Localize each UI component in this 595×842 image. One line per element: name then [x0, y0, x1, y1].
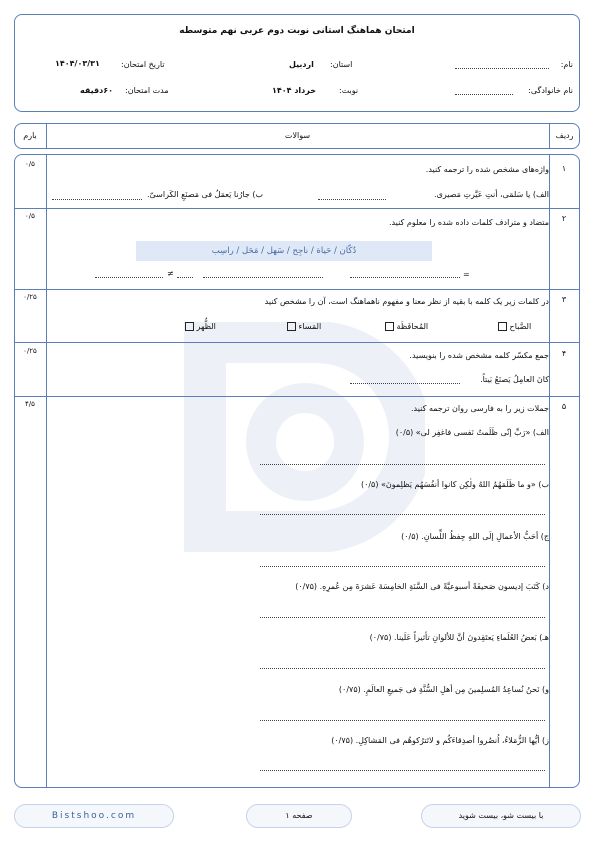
family-field[interactable]: [455, 94, 513, 95]
q3-option-2-label: المُحافَظَة: [396, 322, 429, 331]
duration-value: ۶۰دقیقه: [80, 86, 113, 95]
name-field[interactable]: [455, 68, 549, 69]
family-label: نام خانوادگی:: [528, 86, 573, 95]
q4-text: جمع مکسّر کلمه مشخص شده را بنویسید.: [409, 351, 549, 360]
q5-answer-f[interactable]: [260, 720, 545, 721]
q3-option-4-label: الظُّهر: [196, 322, 216, 331]
q5-item-f: و) نَحنُ نُساعِدُ المُسلِمینَ مِن أهلِ السُّنَّةِ فی جَمیعِ العالَمِ. (۰/۷۵): [338, 685, 549, 694]
q1-answer-a[interactable]: [318, 199, 386, 200]
date-value: ۱۴۰۴/۰۳/۳۱: [55, 59, 100, 68]
checkbox-icon[interactable]: [287, 322, 296, 331]
date-label: تاریخ امتحان:: [121, 60, 165, 69]
q5-item-g: ز) أیُّها الزُّمَلاءُ، اُنصُروا أصدِقاءَکُم و لاتَترُکوهُم فی المَشاکِلِ. (۰/۷۵): [331, 736, 549, 745]
footer-slogan: با بیست شو، بیست شوید: [421, 804, 581, 828]
q2-answer-2[interactable]: [203, 277, 323, 278]
watermark-logo-icon: [165, 322, 425, 552]
q5-answer-b[interactable]: [260, 514, 545, 515]
q3-option-2[interactable]: [385, 322, 428, 331]
q2-score: ۰/۵: [25, 212, 35, 220]
q2-answer-1[interactable]: [350, 277, 460, 278]
q5-answer-d[interactable]: [260, 617, 545, 618]
q5-text: جملات زیر را به فارسی روان ترجمه کنید.: [411, 404, 549, 413]
q3-option-1-label: الصَّباح: [509, 322, 532, 331]
q2-answer-3[interactable]: [177, 277, 193, 278]
q2-text: متضاد و مترادف کلمات داده شده را معلوم کنید.: [388, 218, 549, 227]
province-label: استان:: [330, 60, 353, 69]
checkbox-icon[interactable]: [185, 322, 194, 331]
q4-score: ۰/۲۵: [23, 347, 37, 355]
col-questions-label: سوالات: [284, 131, 311, 140]
checkbox-icon[interactable]: [498, 322, 507, 331]
turn-value: خرداد ۱۴۰۴: [272, 86, 317, 95]
q4-sentence: کانَ العامِلُ یَصنَعُ بَیتاً.: [480, 375, 549, 384]
q4-number: ۴: [561, 349, 567, 358]
q3-text: در کلمات زیر یک کلمه با بقیه از نظر معنا و مفهوم ناهماهنگ است، آن را مشخص کنید: [264, 297, 549, 306]
q5-score: ۴/۵: [25, 400, 35, 408]
q2-answer-4[interactable]: [95, 277, 163, 278]
q1-text: واژه‌های مشخص شده را ترجمه کنید.: [425, 165, 549, 174]
q5-item-b: ب) «و ما ظَلَمَهُمُ اللهُ ولٰکِن کانوا أنفُسَهُم یَظلِمونَ» (۰/۵): [360, 480, 549, 489]
name-label: نام:: [560, 60, 573, 69]
q3-option-1[interactable]: [498, 322, 531, 331]
q3-option-3-label: المَساء: [298, 322, 322, 331]
exam-title: امتحان هماهنگ استانی نوبت دوم عربی نهم متوسطه: [179, 26, 415, 36]
q3-number: ۳: [561, 295, 567, 304]
checkbox-icon[interactable]: [385, 322, 394, 331]
q2-not-equal-sign: ≠: [167, 269, 174, 278]
q5-answer-e[interactable]: [260, 668, 545, 669]
q5-answer-g[interactable]: [260, 770, 545, 771]
col-score-label: بارم: [23, 131, 37, 140]
q3-option-3[interactable]: [287, 322, 321, 331]
site-link[interactable]: Bistshoo.com: [51, 811, 137, 821]
q1-answer-b[interactable]: [52, 199, 142, 200]
q3-option-4[interactable]: [185, 322, 216, 331]
q1-score: ۰/۵: [25, 160, 35, 168]
footer-site[interactable]: [14, 804, 174, 828]
q2-number: ۲: [561, 214, 567, 223]
province-value: اردبیل: [289, 60, 314, 69]
duration-label: مدت امتحان:: [125, 86, 169, 95]
turn-label: نوبت:: [339, 86, 359, 95]
q1-item-b: ب) جارُنا یَعمَلُ فی مَصنَعِ الکَراسیّ.: [146, 190, 263, 199]
q1-item-a: الف) یا سَلمَی، أنتِ عَیَّرتِ مَصیری.: [434, 190, 549, 199]
q5-item-e: هـ) بَعضُ العُلَماءِ یَعتَقِدونَ أنَّ للألوانِ تأثیراً عَلَینا. (۰/۷۵): [369, 633, 549, 642]
q5-answer-c[interactable]: [260, 566, 545, 567]
q5-item-d: د) کَتَبَ إدیسون صَحیفَةً أسبوعیَّةً فی السَّنَةِ الخامِسَةَ عَشرَةَ مِن عُمرِهِ. (۰/۷۵): [295, 582, 549, 591]
q5-answer-a[interactable]: [260, 464, 545, 465]
q5-item-c: ج) أحَبُّ الأعمالِ إلَی اللهِ حِفظُ اللِّسانِ. (۰/۵): [401, 532, 549, 541]
col-row-label: ردیف: [555, 131, 574, 140]
q2-equal-sign: =: [463, 270, 470, 279]
q2-word-bank: دُکّان / حَیاة / ناجِح / سَهل / مَحَل / راسِب: [136, 241, 432, 261]
q3-score: ۰/۲۵: [23, 293, 37, 301]
q5-item-a: الف) «رَبِّ إنّی ظَلَمتُ نَفسی فاغفِر لی» (۰/۵): [395, 428, 549, 437]
q5-number: ۵: [561, 402, 567, 411]
footer-page-number: صفحه ۱: [246, 804, 352, 828]
q1-number: ۱: [561, 164, 567, 173]
q4-answer[interactable]: [350, 383, 460, 384]
